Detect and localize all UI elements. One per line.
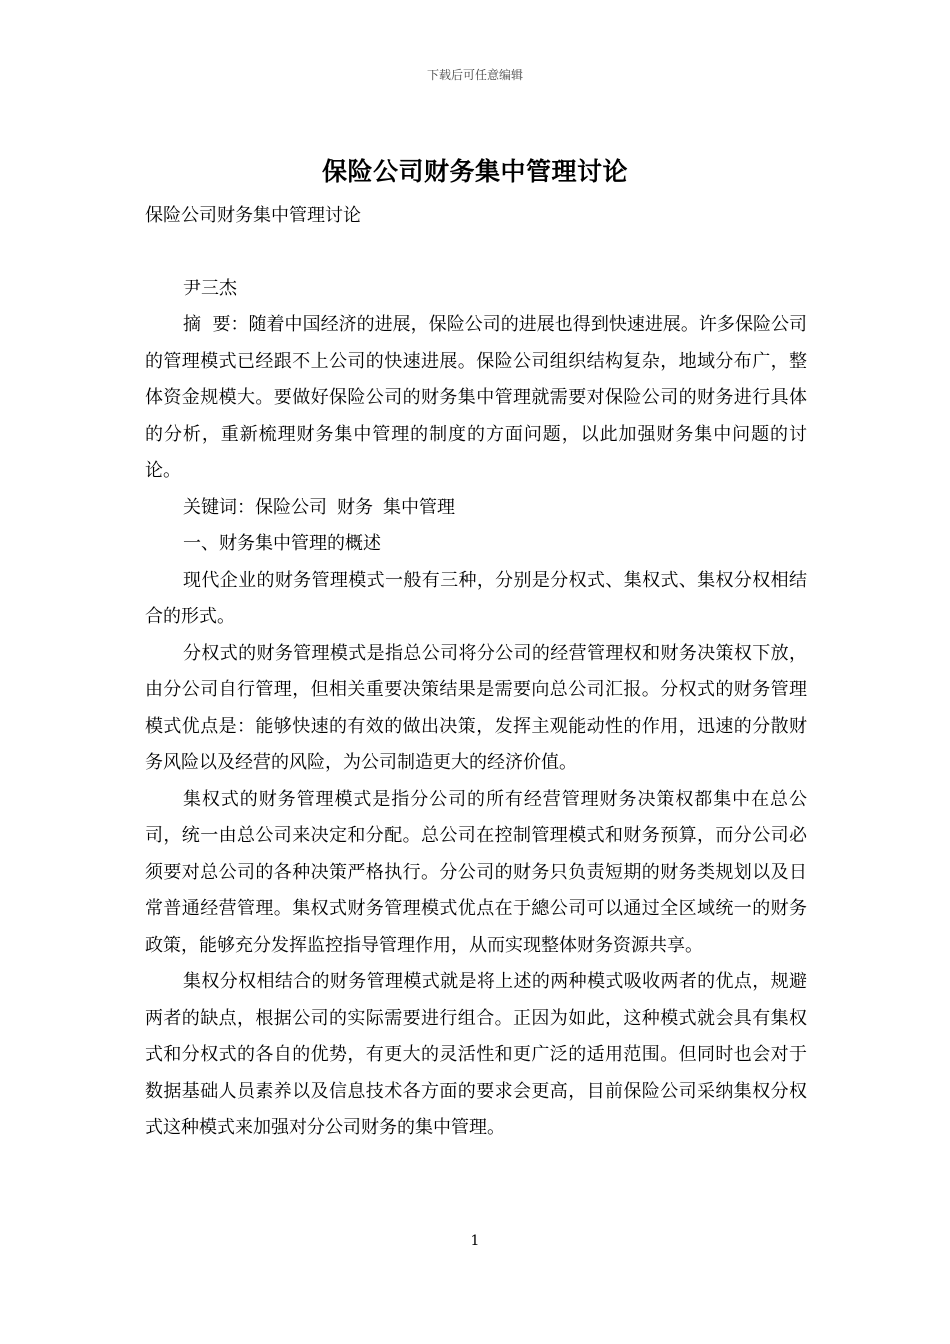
keyword-item: 集中管理 bbox=[383, 496, 455, 518]
abstract-label: 摘 要： bbox=[183, 314, 249, 335]
body-paragraph: 集权分权相结合的财务管理模式就是将上述的两种模式吸收两者的优点，规避两者的缺点，根据公司的实际需要进行组合。正因为如此，这种模式就会具有集权式和分权式的各自的优势，有更大的灵活性和更广泛的适用范围。但同时也会对于数据基础人员素养以及信息技术各方面的要求会更高，目前保险公司采纳集权分权式这种模式来加强对分公司财务的集中管理。 bbox=[145, 971, 807, 1138]
document-body bbox=[145, 198, 807, 1147]
author-name: 尹三杰 bbox=[183, 277, 237, 299]
abstract-text: 随着中国经济的进展，保险公司的进展也得到快速进展。许多保险公司的管理模式已经跟不上公司的快速进展。保险公司组织结构复杂，地域分布广，整体资金规模大。要做好保险公司的财务集中管理就需要对保险公司的财务进行具体的分析，重新梳理财务集中管理的制度的方面问题，以此加强财务集中问题的讨论。 bbox=[145, 314, 807, 481]
body-paragraph: 现代企业的财务管理模式一般有三种，分别是分权式、集权式、集权分权相结合的形式。 bbox=[145, 569, 807, 627]
keywords-label: 关键词： bbox=[183, 496, 255, 518]
body-paragraph: 分权式的财务管理模式是指总公司将分公司的经营管理权和财务决策权下放，由分公司自行管理，但相关重要决策结果是需要向总公司汇报。分权式的财务管理模式优点是：能够快速的有效的做出决策，发挥主观能动性的作用，迅速的分散财务风险以及经营的风险，为公司制造更大的经济价值。 bbox=[145, 642, 807, 773]
abstract-paragraph bbox=[145, 307, 807, 490]
document-subtitle: 保险公司财务集中管理讨论 bbox=[145, 205, 361, 226]
page-number: 1 bbox=[470, 1233, 480, 1249]
header-note: 下载后可任意编辑 bbox=[426, 68, 523, 82]
keyword-item: 保险公司 bbox=[255, 496, 327, 518]
body-paragraph: 集权式的财务管理模式是指分公司的所有经营管理财务决策权都集中在总公司，统一由总公司来决定和分配。总公司在控制管理模式和财务预算，而分公司必须要对总公司的各种决策严格执行。分公司的财务只负责短期的财务类规划以及日常普通经营管理。集权式财务管理模式优点在于總公司可以通过全区域统一的财务政策，能够充分发挥监控指导管理作用，从而实现整体财务资源共享。 bbox=[145, 788, 807, 956]
section-heading: 一、财务集中管理的概述 bbox=[183, 533, 381, 554]
keyword-item: 财务 bbox=[337, 496, 373, 518]
document-title: 保险公司财务集中管理讨论 bbox=[321, 157, 628, 186]
keywords-line bbox=[145, 490, 807, 527]
